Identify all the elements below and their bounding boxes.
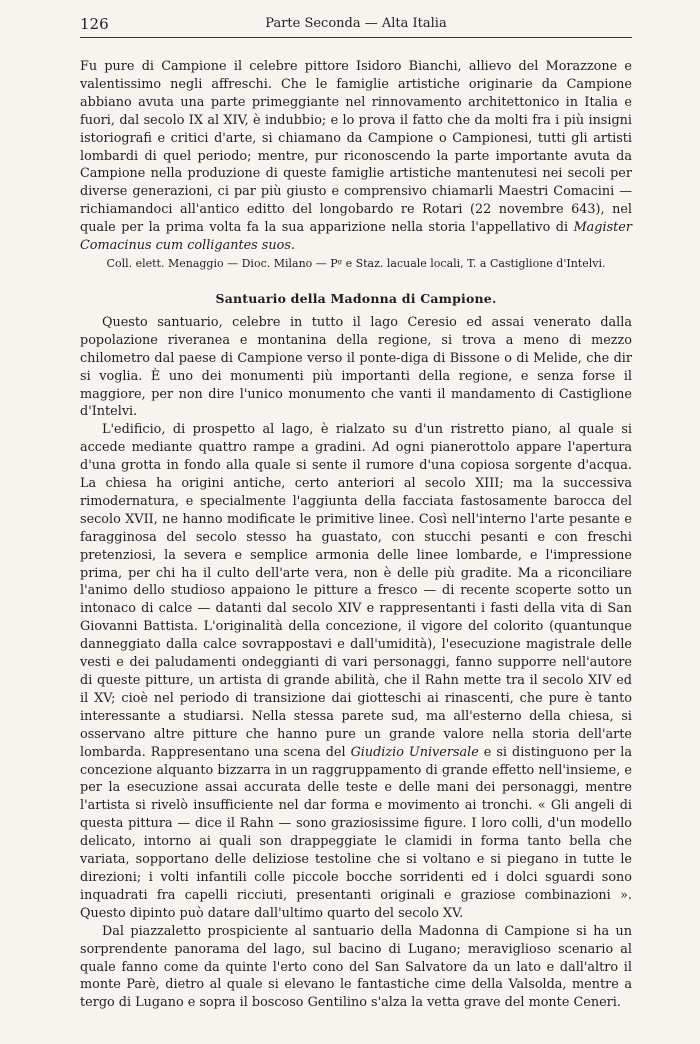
building-text-b: e si distinguono per la concezione alquanto bizzarra in un raggruppamento di grande effetto nell'insieme, e per la esecuzione assai accurata delle teste e delle mani dei personaggi, mentre l'artista si rivelò insufficiente nel dar forma e movimento ai tronchi. « Gli angeli di questa pittura — dice il Rahn — sono graziosissime figure. I loro colli, d'un modello delicato, intorno ai quali son drappeggiate le clamidi in forma tanto bella che variata, sopportano delle deliziose testoline che si voltano e si piegano in tutte le direzioni; i volti infantili colle piccole bocche sorridenti ed i dolci sguardi sono inquadrati fra capelli ricciuti, presentanti originali e graziose combinazioni ». Questo dipinto può datare dall'ultimo quarto del secolo XV. [80, 744, 632, 921]
running-title: Parte Seconda — Alta Italia [265, 16, 447, 31]
intro-text: Fu pure di Campione il celebre pittore Isidoro Bianchi, allievo del Morazzone e valentissimo negli affreschi. Che le famiglie artistiche originarie da Campione abbiano avuta una parte primeggiante nel rinnovamento architettonico in Italia e fuori, dal secolo IX al XIV, è indubbio; e lo prova il fatto che da molti fra i più insigni istoriografi e critici d'arte, si chiamano da Campione o Campionesi, tutti gli artisti lombardi di quel periodo; mentre, pur riconoscendo la parte importante avuta da Campione nella produzione di queste famiglie artistiche mantenutesi nei secoli per diverse generazioni, ci par più giusto e comprensivo chiamarli Maestri Comacini — richiamandoci all'antico editto del longobardo re Rotari (22 novembre 643), nel quale per la prima volta fa la sua apparizione nella storia l'appellativo di [80, 59, 632, 236]
paragraph-panorama: Dal piazzaletto prospiciente al santuario della Madonna di Campione si ha un sorprendente panorama del lago, sul bacino di Lugano; meraviglioso scenario al quale fanno come da quinte l'erto cono del San Salvatore da un lato e dall'altro il monte Parè, dietro al quale si elevano le fantastiche cime della Valsolda, mentre a tergo di Lugano e sopra il boscoso Gentilino s'alza la vetta grave del monte Ceneri. [80, 923, 632, 1011]
building-text-a: L'edificio, di prospetto al lago, è rialzato su d'un ristretto piano, al quale si accede mediante quattro rampe a gradini. Ad ogni pianerottolo appare l'apertura d'una grotta in fondo alla quale si sente il rumore d'una copiosa sorgente d'acqua. La chiesa ha origini antiche, certo anteriori al secolo XIII; ma la successiva rimodernatura, e specialmente l'aggiunta della facciata fastosamente barocca del secolo XVII, ne hanno modificate le primitive linee. Così nell'interno l'arte pesante e faragginosa del secolo stesso ha guastato, con stucchi pesanti e con freschi pretenziosi, la severa e semplice armonia delle linee lombarde, e l'impressione prima, per chi ha il culto dell'arte vera, non è delle più gradite. Ma a riconciliare l'animo dello studioso appaiono le pitture a fresco — di recente scoperte sotto un intonaco di calce — datanti dal secolo XIV e rappresentanti i fasti della vita di San Giovanni Battista. L'originalità della concezione, il vigore del colorito (quantunque danneggiato dalla calce sovrappostavi e dall'umidità), l'esecuzione magistrale delle vesti e dei paludamenti ondeggianti di vari personaggi, fanno supporre nell'autore di queste pitture, un artista di grande abilità, che il Rahn mette tra il secolo XIV ed il XV; cioè nel periodo di transizione dai giotteschi ai rinascenti, che pure è tanto interessante a studiarsi. Nella stessa parete sud, ma all'esterno della chiesa, si osservano altre pitture che hanno pure un grande valore nella storia dell'arte lombarda. Rappresentano una scena del [80, 422, 632, 760]
intro-paragraph [80, 58, 632, 255]
page-header [80, 12, 632, 36]
paragraph-building [80, 421, 632, 922]
building-italic: Giudizio Universale [350, 744, 479, 760]
section-heading: Santuario della Madonna di Campione. [215, 290, 497, 306]
paragraph-sanctuary: Questo santuario, celebre in tutto il lago Ceresio ed assai venerato dalla popolazione riveranea e montanina della regione, si trova a meno di mezzo chilometro dal paese di Campione verso il ponte-diga di Bissone o di Melide, che dir si voglia. È uno dei monumenti più importanti della regione, e senza forse il maggiore, per non dire l'unico monumento che vanti il mandamento di Castiglione d'Intelvi. [80, 314, 632, 420]
page-number: 126 [80, 15, 109, 33]
header-rule [80, 37, 632, 38]
locality-note: Coll. elett. Menaggio — Dioc. Milano — Pᵍ e Staz. lacuale locali, T. a Castiglione d'Intelvi. [106, 256, 606, 270]
page-body [80, 58, 632, 1012]
intro-italic: Magister Comacinus cum colligantes suos. [80, 220, 632, 254]
